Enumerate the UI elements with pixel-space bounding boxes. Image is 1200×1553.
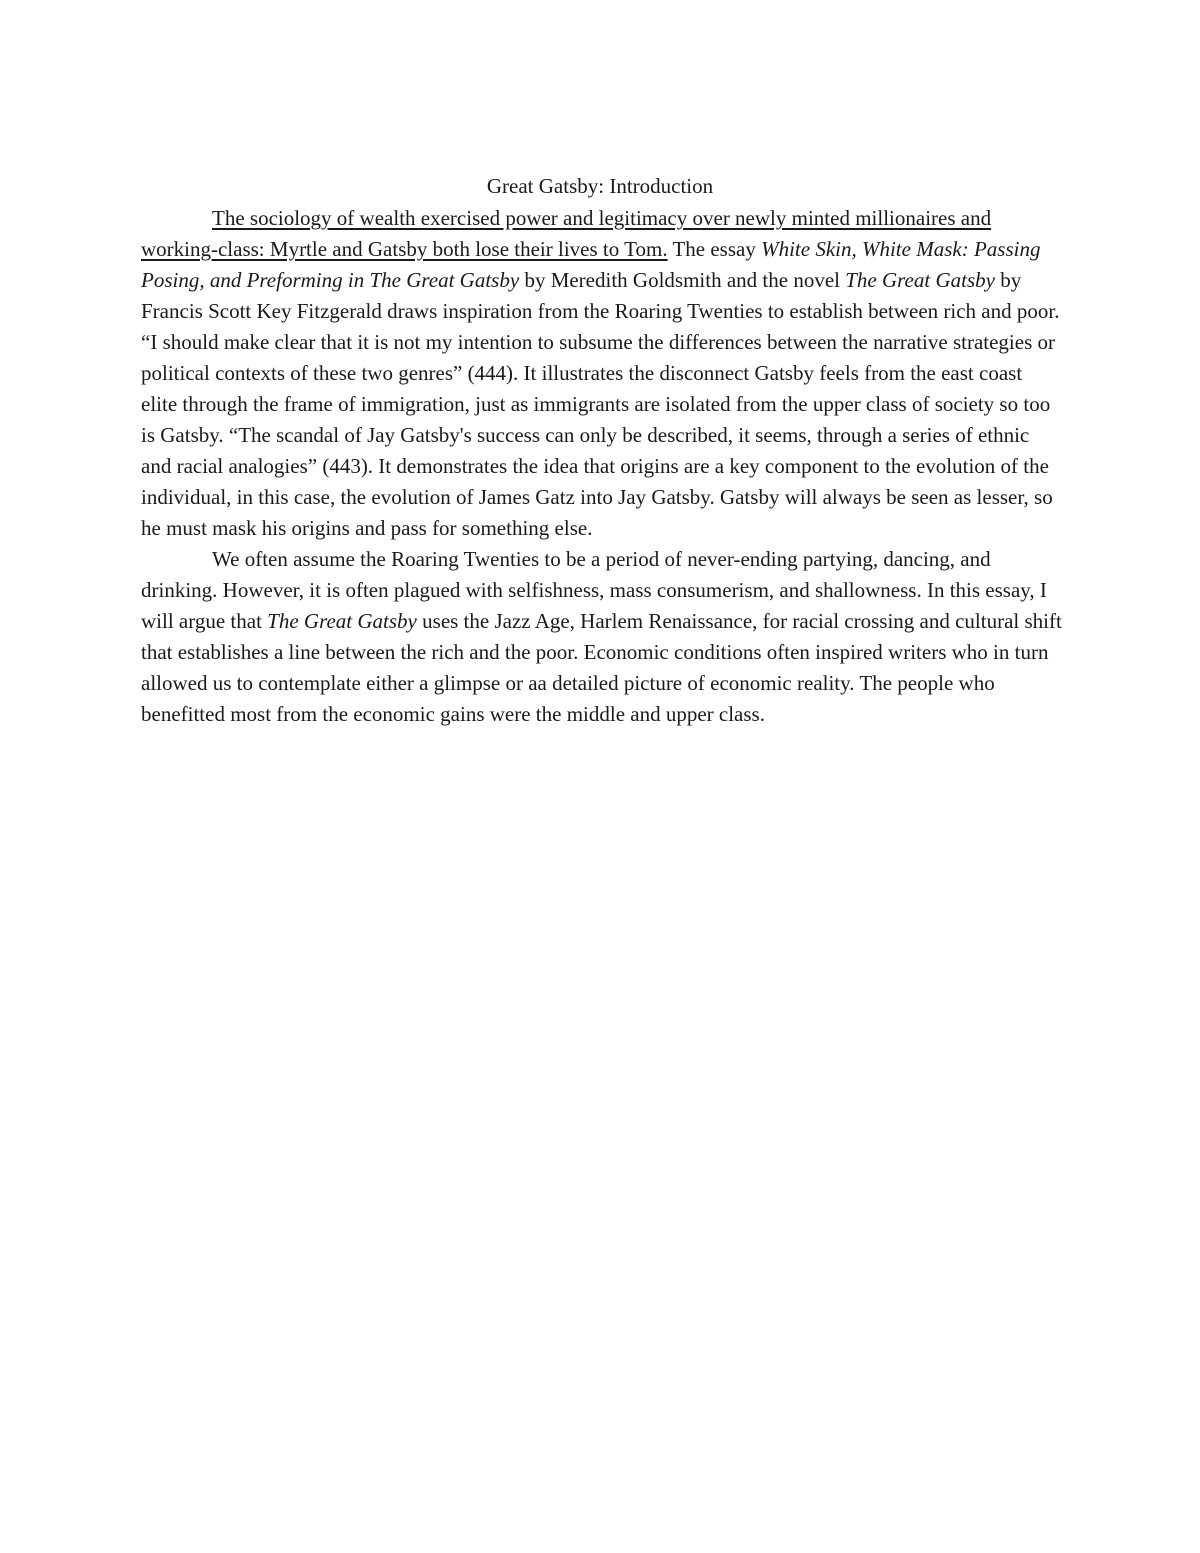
document-body [141,203,1063,730]
paragraph-1 [141,203,1063,544]
essay-title: White Skin, White Mask: Passing Posing, and Preforming in The Great Gatsby [141,237,1041,292]
novel-title: The Great Gatsby [267,609,417,633]
thesis-statement: The sociology of wealth exercised power and legitimacy over newly minted millionaires and working-class: Myrtle and Gatsby both lose their lives to Tom. [141,206,992,261]
document-title: Great Gatsby: Introduction [486,174,714,198]
paragraph-2-text-b: uses the Jazz Age, Harlem Renaissance, for racial crossing and cultural shift that establishes a line between the rich and the poor. Economic conditions often inspired writers who in turn allowed us to contemplate either a glimpse or aa detailed picture of economic reality. The people who benefitted most from the economic gains were the middle and upper class. [141,609,1062,726]
paragraph-1-text-b: by Meredith Goldsmith and the novel [519,268,846,292]
novel-title: The Great Gatsby [845,268,995,292]
paragraph-1-text-a: The essay [667,237,762,261]
paragraph-2 [141,544,1063,730]
paragraph-2-text-a: We often assume the Roaring Twenties to be a period of never-ending partying, dancing, and drinking. However, it is often plagued with selfishness, mass consumerism, and shallowness. In this essay, I will argue that [141,547,1047,633]
paragraph-1-text-c: by Francis Scott Key Fitzgerald draws inspiration from the Roaring Twenties to establish between rich and poor. “I should make clear that it is not my intention to subsume the differences between the narrative strategies or political contexts of these two genres” (444). It illustrates the disconnect Gatsby feels from the east coast elite through the frame of immigration, just as immigrants are isolated from the upper class of society so too is Gatsby. “The scandal of Jay Gatsby's success can only be described, it seems, through a series of ethnic and racial analogies” (443). It demonstrates the idea that origins are a key component to the evolution of the individual, in this case, the evolution of James Gatz into Jay Gatsby. Gatsby will always be seen as lesser, so he must mask his origins and pass for something else. [141,268,1060,540]
